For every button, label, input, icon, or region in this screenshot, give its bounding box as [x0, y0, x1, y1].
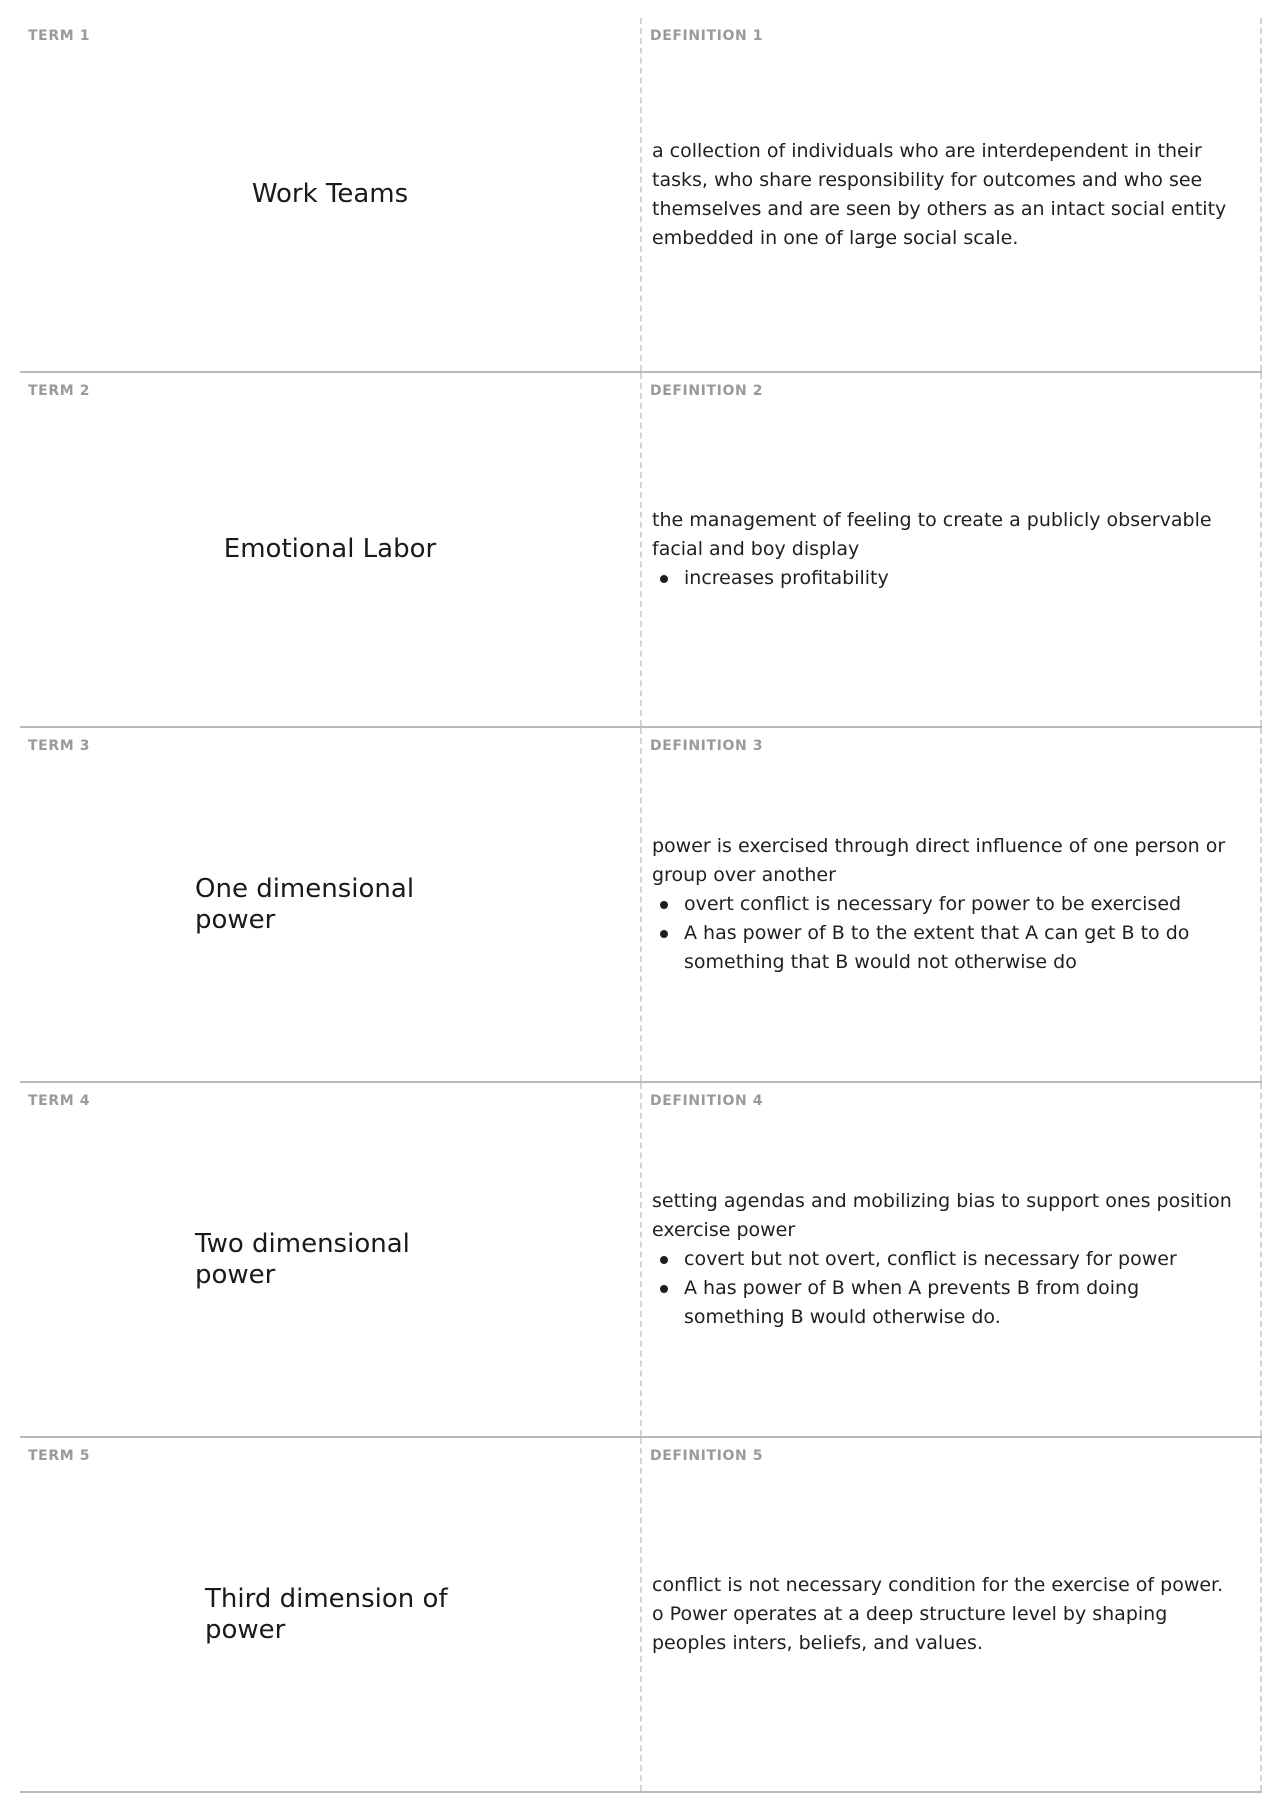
term-cell — [20, 18, 642, 371]
definition-label: DEFINITION 3 — [650, 738, 764, 754]
flashcard — [20, 18, 1262, 373]
definition-text: setting agendas and mobilizing bias to support ones position exercise power — [652, 1190, 1232, 1241]
definition-bullets — [652, 1245, 1240, 1332]
bullet-item: overt conflict is necessary for power to be exercised — [652, 890, 1240, 919]
term-label: TERM 1 — [28, 28, 91, 44]
flashcard — [20, 1438, 1262, 1793]
term-text: Work Teams — [251, 179, 409, 209]
definition-label: DEFINITION 1 — [650, 28, 764, 44]
term-text: One dimensional power — [195, 873, 415, 935]
definition-cell — [642, 728, 1262, 1081]
definition-label: DEFINITION 4 — [650, 1093, 764, 1109]
term-cell — [20, 728, 642, 1081]
bullet-item: covert but not overt, conflict is necessary for power — [652, 1245, 1240, 1274]
definition-label: DEFINITION 5 — [650, 1448, 764, 1464]
flashcard — [20, 728, 1262, 1083]
term-cell — [20, 373, 642, 726]
term-cell — [20, 1438, 642, 1791]
flashcard — [20, 373, 1262, 728]
bullet-item: A has power of B when A prevents B from doing something B would otherwise do. — [652, 1274, 1240, 1332]
definition-cell — [642, 1083, 1262, 1436]
definition-text: a collection of individuals who are interdependent in their tasks, who share responsibility for outcomes and who see themselves and are seen by others as an intact social entity embedded in one of large social scale. — [652, 139, 1227, 249]
definition-bullets — [652, 890, 1240, 977]
definition-text: conflict is not necessary condition for the exercise of power. o Power operates at a deep structure level by shaping peoples inters, beliefs, and values. — [652, 1574, 1224, 1654]
definition-cell — [642, 1438, 1262, 1791]
term-text: Emotional Labor — [223, 534, 437, 564]
bullet-item: increases profitability — [652, 564, 1240, 593]
term-text: Third dimension of power — [205, 1583, 448, 1645]
definition-text: power is exercised through direct influence of one person or group over another — [652, 835, 1226, 886]
definition-bullets — [652, 564, 1240, 593]
definition-cell — [642, 18, 1262, 371]
term-label: TERM 2 — [28, 383, 91, 399]
term-label: TERM 5 — [28, 1448, 91, 1464]
term-label: TERM 3 — [28, 738, 91, 754]
bullet-item: A has power of B to the extent that A can get B to do something that B would not otherwise do — [652, 919, 1240, 977]
term-label: TERM 4 — [28, 1093, 91, 1109]
flashcard-sheet — [20, 18, 1262, 1793]
flashcard — [20, 1083, 1262, 1438]
term-text: Two dimensional power — [195, 1228, 410, 1290]
definition-label: DEFINITION 2 — [650, 383, 764, 399]
term-cell — [20, 1083, 642, 1436]
definition-cell — [642, 373, 1262, 726]
definition-text: the management of feeling to create a publicly observable facial and boy display — [652, 509, 1212, 560]
